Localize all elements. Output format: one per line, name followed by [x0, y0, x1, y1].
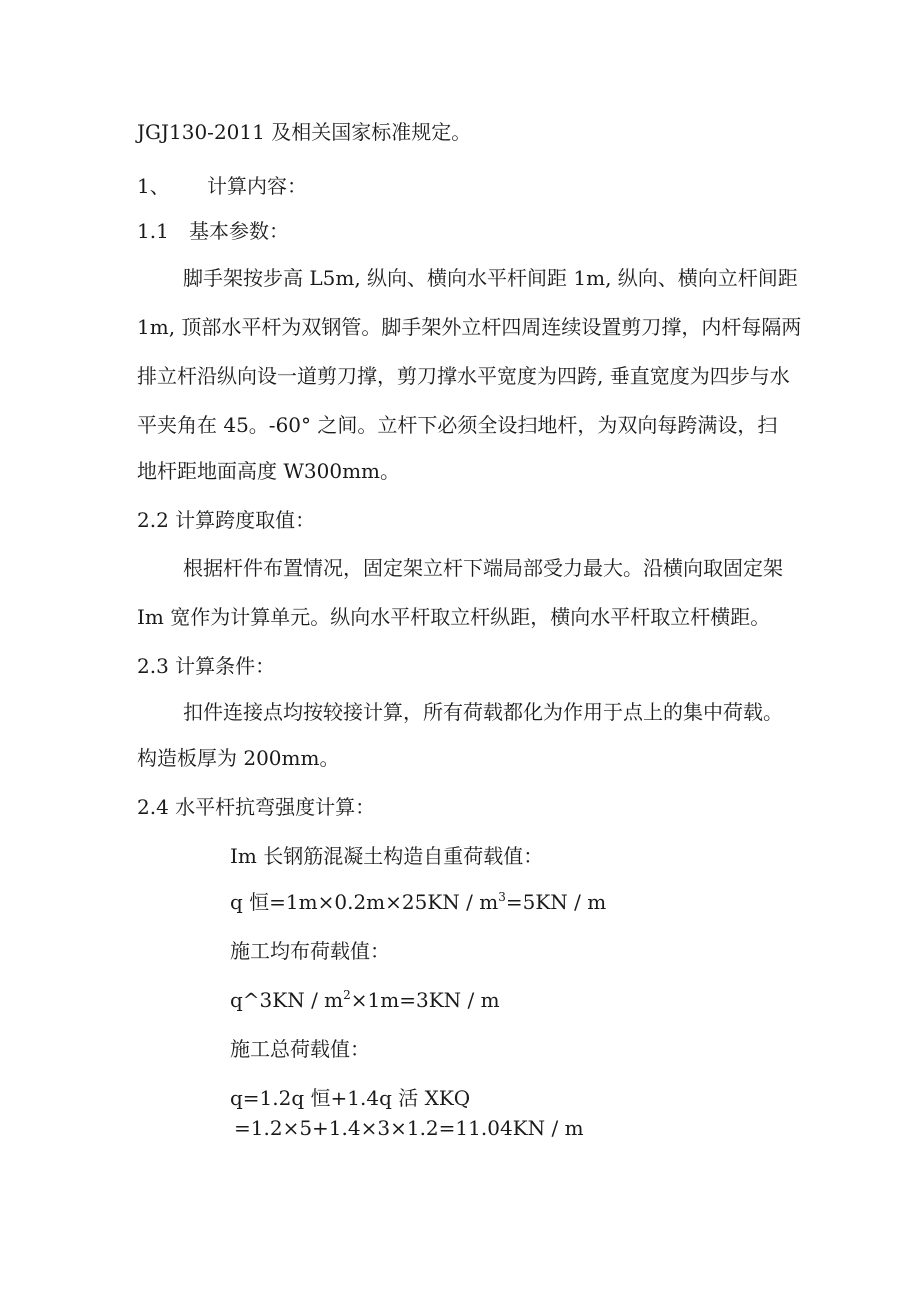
dead-load-formula-part: =5KN / m: [505, 890, 607, 914]
span-line: Im 宽作为计算单元。纵向水平杆取立杆纵距，横向水平杆取立杆横距。: [137, 605, 771, 629]
section-1-1-heading: [137, 219, 289, 243]
dead-load-formula-part: q 恒=1m×0.2m×25KN / m: [230, 890, 499, 914]
intro-line: JGJ130-2011 及相关国家标准规定。: [137, 120, 472, 144]
section-1-1-number: 1.1: [137, 219, 169, 243]
live-load-formula-part: q^3KN / m: [230, 988, 344, 1012]
total-load-label: 施工总荷载值：: [230, 1037, 370, 1061]
params-line: 排立杆沿纵向设一道剪刀撑，剪刀撑水平宽度为四跨, 垂直宽度为四步与水: [137, 364, 790, 388]
dead-load-exponent: 3: [498, 890, 506, 904]
section-1-heading: [137, 174, 307, 198]
total-load-result: =1.2×5+1.4×3×1.2=11.04KN / m: [234, 1116, 584, 1140]
params-line: 1m, 顶部水平杆为双钢管。脚手架外立杆四周连续设置剪刀撑，内杆每隔两: [137, 315, 802, 339]
conditions-line: 构造板厚为 200mm。: [137, 746, 340, 770]
section-1-number: 1、: [137, 174, 170, 198]
section-2-3-heading: 2.3 计算条件：: [137, 654, 276, 678]
live-load-formula-part: ×1m=3KN / m: [350, 988, 500, 1012]
section-2-4-heading: 2.4 水平杆抗弯强度计算：: [137, 795, 376, 819]
params-line: 脚手架按步高 L5m, 纵向、横向水平杆间距 1m, 纵向、横向立杆间距: [183, 266, 798, 290]
live-load-formula: [230, 988, 500, 1015]
section-1-title: 计算内容：: [207, 174, 307, 198]
section-1-1-title: 基本参数：: [189, 219, 289, 243]
params-line: 平夹角在 45。-60° 之间。立杆下必须全设扫地杆，为双向每跨满设，扫: [137, 413, 778, 437]
section-2-2-heading: 2.2 计算跨度取值：: [137, 508, 316, 532]
dead-load-label: Im 长钢筋混凝土构造自重荷载值：: [230, 844, 544, 868]
conditions-line: 扣件连接点均按较接计算，所有荷载都化为作用于点上的集中荷载。: [183, 700, 783, 724]
span-line: 根据杆件布置情况，固定架立杆下端局部受力最大。沿横向取固定架: [183, 556, 783, 580]
live-load-exponent: 2: [343, 988, 351, 1002]
live-load-label: 施工均布荷载值：: [230, 939, 390, 963]
total-load-formula: q=1.2q 恒+1.4q 活 XKQ: [230, 1086, 471, 1110]
params-line: 地杆距地面高度 W300mm。: [137, 459, 401, 483]
dead-load-formula: [230, 890, 606, 917]
